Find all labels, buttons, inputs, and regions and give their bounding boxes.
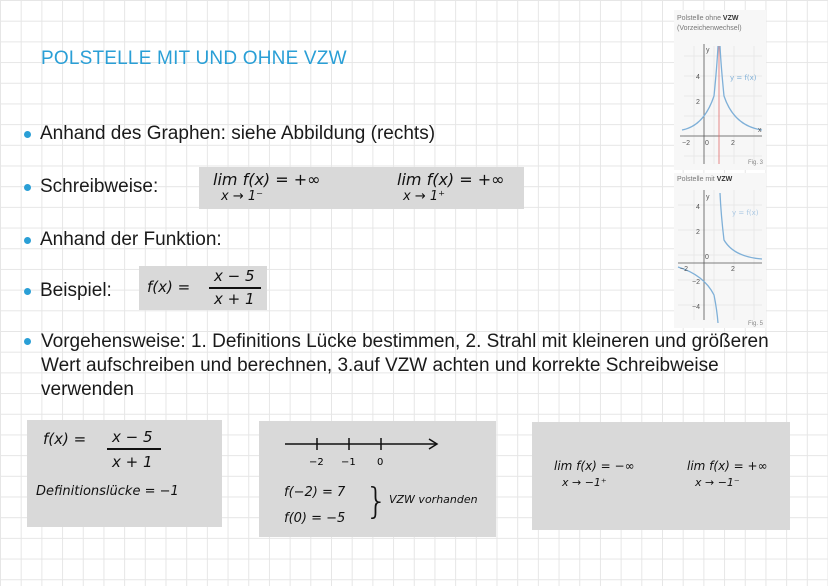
fig5-caption: Fig. 5 xyxy=(748,321,764,327)
fig3-curve-label: y = f(x) xyxy=(730,74,757,82)
bullet-dot xyxy=(24,131,31,138)
work-box-limits xyxy=(532,422,790,530)
bullet-dot xyxy=(24,184,31,191)
bullet-notation xyxy=(24,176,158,198)
bullet-graph xyxy=(24,123,435,145)
example-numerator: x − 5 xyxy=(214,267,255,285)
fig3-tick: 2 xyxy=(731,140,735,147)
work3-sub-right: x → −1⁻ xyxy=(695,476,740,489)
bullet-procedure xyxy=(41,330,811,402)
bullet-procedure-text: Vorgehensweise: 1. Definitions Lücke bestimmen, 2. Strahl mit kleineren und größeren Wert aufschreiben und berechnen, 3.auf VZW achten und korrekte Schreibweise verwenden xyxy=(41,331,769,400)
notation-box xyxy=(199,167,524,209)
tick-label: 0 xyxy=(377,457,384,468)
bullet-function-text: Anhand der Funktion: xyxy=(40,229,222,250)
work3-lim-right: lim f(x) = +∞ xyxy=(687,459,768,473)
fig3-tick: −2 xyxy=(682,140,690,147)
work1-lhs: f(x) = xyxy=(43,430,87,448)
fig3-tick: 2 xyxy=(696,99,700,106)
lim-left-sub: x → 1⁻ xyxy=(221,189,263,204)
example-box xyxy=(139,266,267,310)
work3-lim-left: lim f(x) = −∞ xyxy=(554,459,635,473)
fraction-bar xyxy=(107,448,161,450)
work-box-numberline xyxy=(259,421,496,537)
tick-label: −2 xyxy=(309,457,324,468)
fig5-tick: 2 xyxy=(696,229,700,236)
fig5-tick: −4 xyxy=(692,304,700,311)
fig5-curve-label: y = f(x) xyxy=(732,209,759,217)
lim-right: lim f(x) = +∞ xyxy=(397,170,505,189)
figure-5 xyxy=(674,173,766,328)
fig5-graph xyxy=(674,185,766,328)
fig5-tick: −2 xyxy=(692,279,700,286)
bullet-example-text: Beispiel: xyxy=(40,280,112,301)
work-box-definition xyxy=(27,420,222,527)
fig5-title: Polstelle mit VZW xyxy=(677,176,733,183)
figure-3 xyxy=(674,10,766,170)
work3-sub-left: x → −1⁺ xyxy=(562,476,607,489)
bullet-notation-text: Schreibweise: xyxy=(40,176,159,197)
fig3-tick: 4 xyxy=(696,74,700,81)
example-lhs: f(x) = xyxy=(147,278,191,296)
number-line xyxy=(259,421,496,481)
bullet-graph-text: Anhand des Graphen: siehe Abbildung (rechts) xyxy=(40,123,436,144)
fig5-tick: 2 xyxy=(731,266,735,273)
lim-left: lim f(x) = +∞ xyxy=(213,170,321,189)
work1-numerator: x − 5 xyxy=(112,428,153,446)
fraction-bar xyxy=(209,287,261,289)
work1-definition: Definitionslücke = −1 xyxy=(36,484,179,499)
work2-eval1: f(−2) = 7 xyxy=(284,485,346,500)
bullet-dot xyxy=(24,288,31,295)
work1-denominator: x + 1 xyxy=(112,453,153,471)
example-denominator: x + 1 xyxy=(214,290,255,308)
fig3-axis-x: x xyxy=(758,127,762,134)
curly-brace: } xyxy=(365,481,388,522)
fig3-title: Polstelle ohne VZW xyxy=(677,15,739,22)
work2-eval2: f(0) = −5 xyxy=(284,511,346,526)
fig3-axis-y: y xyxy=(706,47,710,54)
fig3-tick: 0 xyxy=(705,140,709,147)
tick-label: −1 xyxy=(341,457,356,468)
bullet-dot xyxy=(24,338,31,345)
fig5-tick: 4 xyxy=(696,204,700,211)
bullet-example xyxy=(24,280,112,302)
bullet-function xyxy=(24,229,222,251)
page-title: POLSTELLE MIT UND OHNE VZW xyxy=(41,48,347,69)
work2-conclusion: VZW vorhanden xyxy=(389,493,478,506)
bullet-dot xyxy=(24,237,31,244)
fig3-caption: Fig. 3 xyxy=(748,160,764,166)
fig3-graph xyxy=(674,36,766,170)
fig5-tick: 0 xyxy=(705,254,709,261)
fig5-axis-y: y xyxy=(706,194,710,201)
lim-right-sub: x → 1⁺ xyxy=(403,189,445,204)
fig3-subtitle: (Vorzeichenwechsel) xyxy=(677,25,742,32)
fig5-tick: −2 xyxy=(680,266,688,273)
